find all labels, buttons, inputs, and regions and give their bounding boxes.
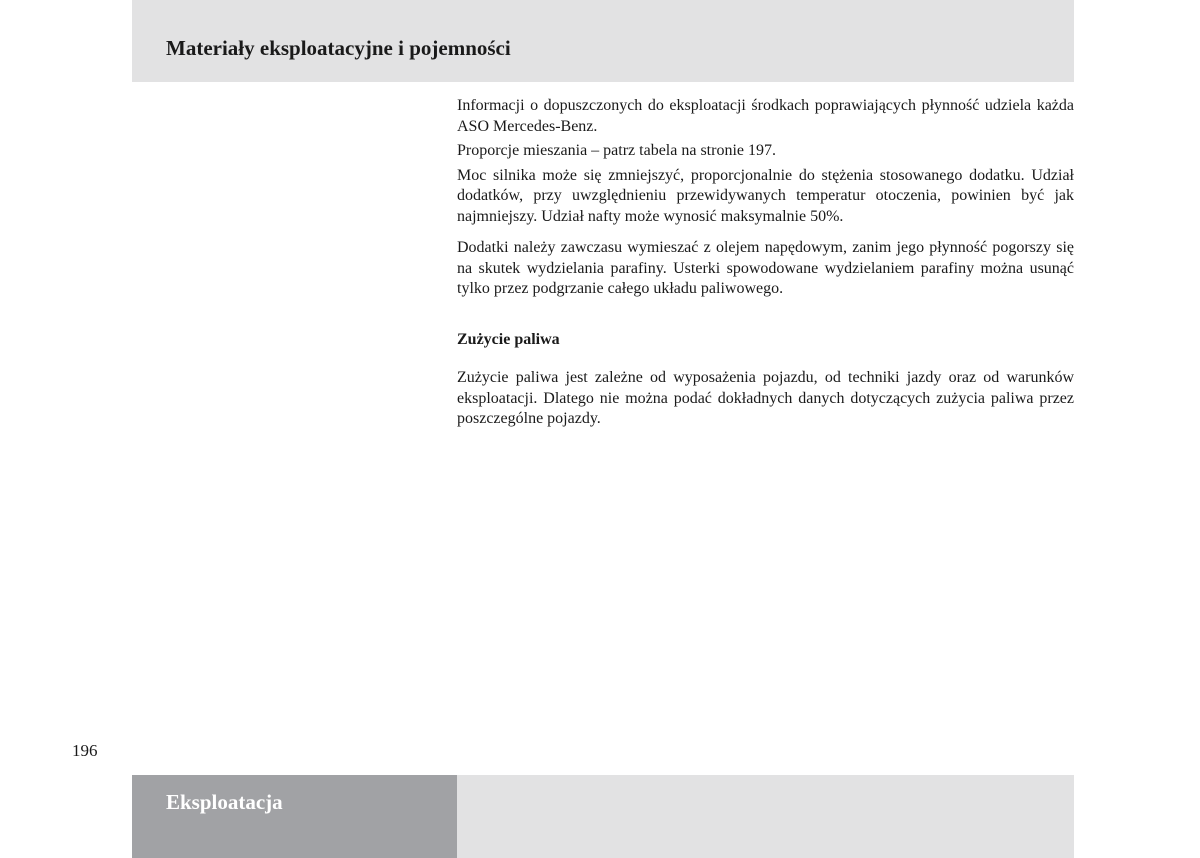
header-band [132, 0, 1074, 82]
page-number: 196 [72, 741, 98, 760]
footer-band [457, 775, 1074, 858]
footer-section-tab [132, 775, 457, 858]
footer-section-label: Eksploatacja [166, 790, 283, 814]
section-heading-fuel-consumption: Zużycie paliwa [457, 330, 560, 348]
page-title: Materiały eksploatacyjne i pojemności [166, 36, 511, 60]
paragraph-mixing-advice: Dodatki należy zawczasu wymieszać z olejem napędowym, zanim jego płynność pogorszy się na skutek wydzielania parafiny. Usterki spowodowane wydzielaniem parafiny można usunąć tylko przez podgrzanie całego układu paliwowego. [457, 239, 1074, 297]
paragraph-mixing-ratio: Proporcje mieszania – patrz tabela na stronie 197. [457, 142, 776, 159]
paragraph-fuel-consumption: Zużycie paliwa jest zależne od wyposażenia pojazdu, od techniki jazdy oraz od warunków eksploatacji. Dlatego nie można podać dokładnych danych dotyczących zużycia paliwa przez poszczególne pojazdy. [457, 369, 1074, 427]
main-content [457, 96, 1074, 430]
paragraph-approved-additives: Informacji o dopuszczonych do eksploatacji środkach poprawiających płynność udziela każda ASO Mercedes-Benz. [457, 97, 1074, 135]
paragraph-engine-power: Moc silnika może się zmniejszyć, proporcjonalnie do stężenia stosowanego dodatku. Udział dodatków, przy uwzględnieniu przewidywanych temperatur otoczenia, powinien być jak najmniejszy. Udział nafty może wynosić maksymalnie 50%. [457, 166, 1074, 225]
